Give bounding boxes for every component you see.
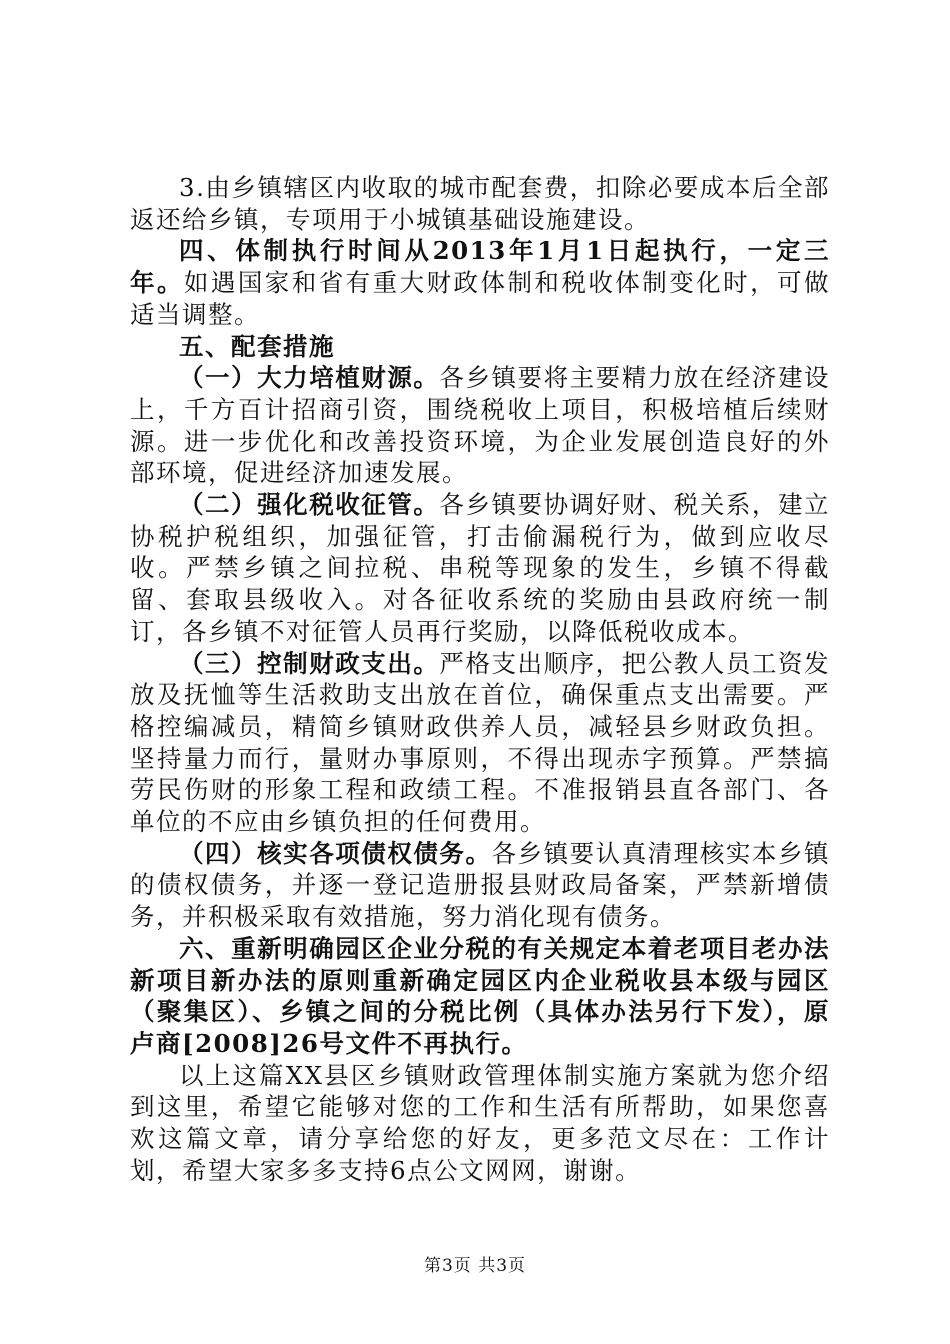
section-heading-five xyxy=(130,331,830,363)
paragraph-text: 六、重新明确园区企业分税的有关规定本着老项目老办法新项目新办法的原则重新确定园区内企业税收县本级与园区（聚集区）、乡镇之间的分税比例（具体办法另行下发），原卢商[2008]26号文件不再执行。 xyxy=(130,933,830,1058)
page-footer xyxy=(0,1251,950,1276)
paragraph-text: 各乡镇要将主要精力放在经济建设上，千方百计招商引资，围绕税收上项目，积极培植后续财源。进一步优化和改善投资环境，为企业发展创造良好的外部环境，促进经济加速发展。 xyxy=(130,363,831,488)
paragraph-urban-fee xyxy=(130,172,830,235)
subheading-three: （三）控制财政支出。 xyxy=(179,648,440,678)
paragraph-text: 严格支出顺序，把公教人员工资发放及抚恤等生活救助支出放在首位，确保重点支出需要。严格控编减员，精简乡镇财政供养人员，减轻县乡财政负担。坚持量力而行，量财办事原则，不得出现赤字预算。严禁搞劳民伤财的形象工程和政绩工程。不准报销县直各部门、各单位的不应由乡镇负担的任何费用。 xyxy=(130,648,831,837)
heading-text: 五、配套措施 xyxy=(179,331,335,361)
subheading-two: （二）强化税收征管。 xyxy=(179,490,440,520)
paragraph-control-spending xyxy=(130,648,830,838)
section-heading-four: 四、体制执行时间从2013年1月1日起执行，一定三年。 xyxy=(130,236,830,298)
paragraph-text: 各乡镇要认真清理核实本乡镇的债权债务，并逐一登记造册报县财政局备案，严禁新增债务，并积极采取有效措施，努力消化现有债务。 xyxy=(130,838,830,932)
paragraph-cultivate-revenue xyxy=(130,362,830,489)
paragraph-closing xyxy=(130,1060,830,1187)
subheading-four: （四）核实各项债权债务。 xyxy=(179,838,492,868)
subheading-one: （一）大力培植财源。 xyxy=(179,363,440,393)
paragraph-tax-collection xyxy=(130,489,830,648)
paragraph-text: 以上这篇XX县区乡镇财政管理体制实施方案就为您介绍到这里，希望它能够对您的工作和生活有所帮助，如果您喜欢这篇文章，请分享给您的好友，更多范文尽在：工作计划，希望大家多多支持6点公文网网，谢谢。 xyxy=(130,1060,830,1185)
paragraph-text: 各乡镇要协调好财、税关系，建立协税护税组织，加强征管，打击偷漏税行为，做到应收尽收。严禁乡镇之间拉税、串税等现象的发生，乡镇不得截留、套取县级收入。对各征收系统的奖励由县政府统一制订，各乡镇不对征管人员再行奖励，以降低税收成本。 xyxy=(130,490,831,646)
section-heading-six xyxy=(130,933,830,1060)
paragraph-text: 如遇国家和省有重大财政体制和税收体制变化时，可做适当调整。 xyxy=(130,268,830,329)
paragraph-text: 3.由乡镇辖区内收取的城市配套费，扣除必要成本后全部返还给乡镇，专项用于小城镇基础设施建设。 xyxy=(130,173,830,234)
paragraph-debts xyxy=(130,838,830,933)
document-body xyxy=(130,172,830,1187)
paragraph-execution-period xyxy=(130,235,830,330)
page-number: 第3页 共3页 xyxy=(423,1256,527,1276)
